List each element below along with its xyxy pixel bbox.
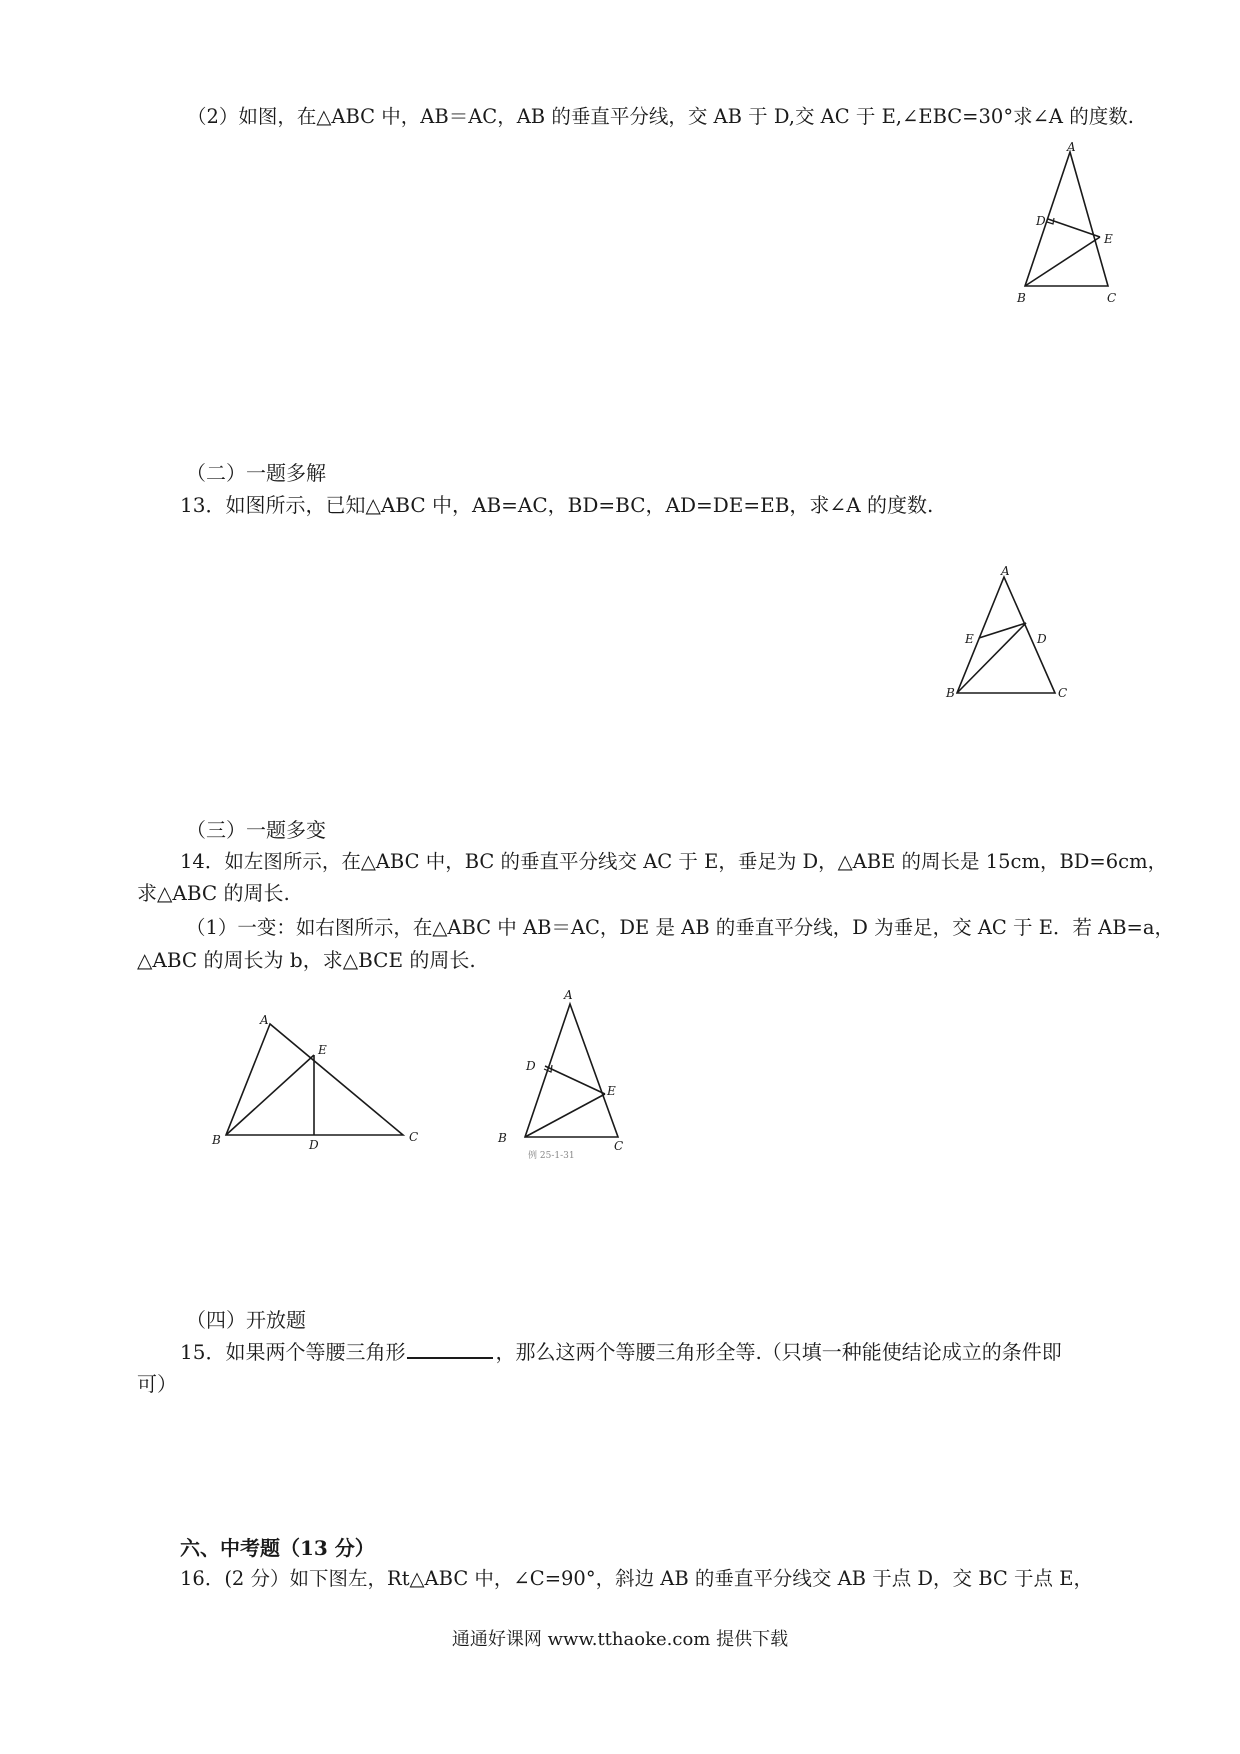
q12-2-text: （2）如图，在△ABC 中，AB＝AC，AB 的垂直平分线，交 AB 于 D,交 AC 于 E,∠EBC=30°求∠A 的度数.: [187, 105, 1134, 128]
fig3-label-b: B: [212, 1133, 221, 1147]
fig3-label-d: D: [309, 1138, 319, 1152]
fig1-label-b: B: [1017, 291, 1026, 305]
fig4-label-c: C: [614, 1139, 624, 1153]
fig4-label-a: A: [564, 988, 573, 1002]
fig2-label-b: B: [946, 686, 955, 700]
fig1-label-d: D: [1036, 214, 1046, 228]
q15-text-after: ，那么这两个等腰三角形全等.（只填一种能使结论成立的条件即: [495, 1340, 1062, 1364]
fig4-label-d: D: [526, 1059, 536, 1073]
fig3-segment-be: [226, 1055, 314, 1135]
q15-line-1: [180, 1339, 1062, 1365]
section-3-title: （三）一题多变: [186, 818, 326, 842]
figure-3-triangle-left: [178, 986, 438, 1162]
q14-line-1: 14．如左图所示，在△ABC 中，BC 的垂直平分线交 AC 于 E，垂足为 D，△ABE 的周长是 15cm，BD=6cm，: [180, 850, 1168, 873]
q15-answer-blank[interactable]: [407, 1339, 493, 1359]
fig4-label-b: B: [498, 1131, 507, 1145]
fig3-label-e: E: [318, 1043, 327, 1057]
figure-1-triangle: [997, 138, 1122, 320]
fig2-label-c: C: [1058, 686, 1068, 700]
fig1-label-a: A: [1067, 140, 1076, 154]
fig4-segment-de: [545, 1066, 605, 1094]
fig4-caption: 例 25-1-31: [528, 1151, 575, 1161]
variant-1-line-2: △ABC 的周长为 b，求△BCE 的周长.: [137, 948, 476, 972]
figure-2-triangle: [941, 535, 1122, 705]
fig3-label-c: C: [409, 1130, 419, 1144]
fig2-label-d: D: [1037, 632, 1047, 646]
fig2-label-a: A: [1001, 564, 1010, 578]
q16-text: 16．(2 分）如下图左，Rt△ABC 中，∠C=90°，斜边 AB 的垂直平分线交 AB 于点 D，交 BC 于点 E，: [180, 1567, 1093, 1590]
fig2-label-e: E: [965, 632, 974, 646]
fig4-label-e: E: [607, 1084, 616, 1098]
variant-1-line-1: （1）一变：如右图所示，在△ABC 中 AB＝AC，DE 是 AB 的垂直平分线，D 为垂足，交 AC 于 E．若 AB=a，: [186, 916, 1175, 939]
q13-text: 13．如图所示，已知△ABC 中，AB=AC，BD=BC，AD=DE=EB，求∠A 的度数.: [180, 493, 934, 517]
section-2-title: （二）一题多解: [186, 461, 326, 485]
page-footer: 通通好课网 www.tthaoke.com 提供下载: [451, 1629, 789, 1650]
fig1-label-e: E: [1104, 232, 1113, 246]
fig4-triangle-abc: [525, 1004, 618, 1137]
q14-line-2: 求△ABC 的周长.: [137, 881, 290, 905]
fig3-label-a: A: [260, 1013, 269, 1027]
section-4-title: （四）开放题: [186, 1308, 306, 1332]
figure-4-triangle-right: [438, 986, 630, 1162]
q15-text-before: 15．如果两个等腰三角形: [180, 1340, 406, 1364]
fig1-segment-be: [1025, 237, 1100, 286]
fig1-label-c: C: [1107, 291, 1117, 305]
q15-line-2: 可）: [137, 1372, 177, 1396]
section-6-title: 六、中考题（13 分）: [180, 1536, 375, 1560]
